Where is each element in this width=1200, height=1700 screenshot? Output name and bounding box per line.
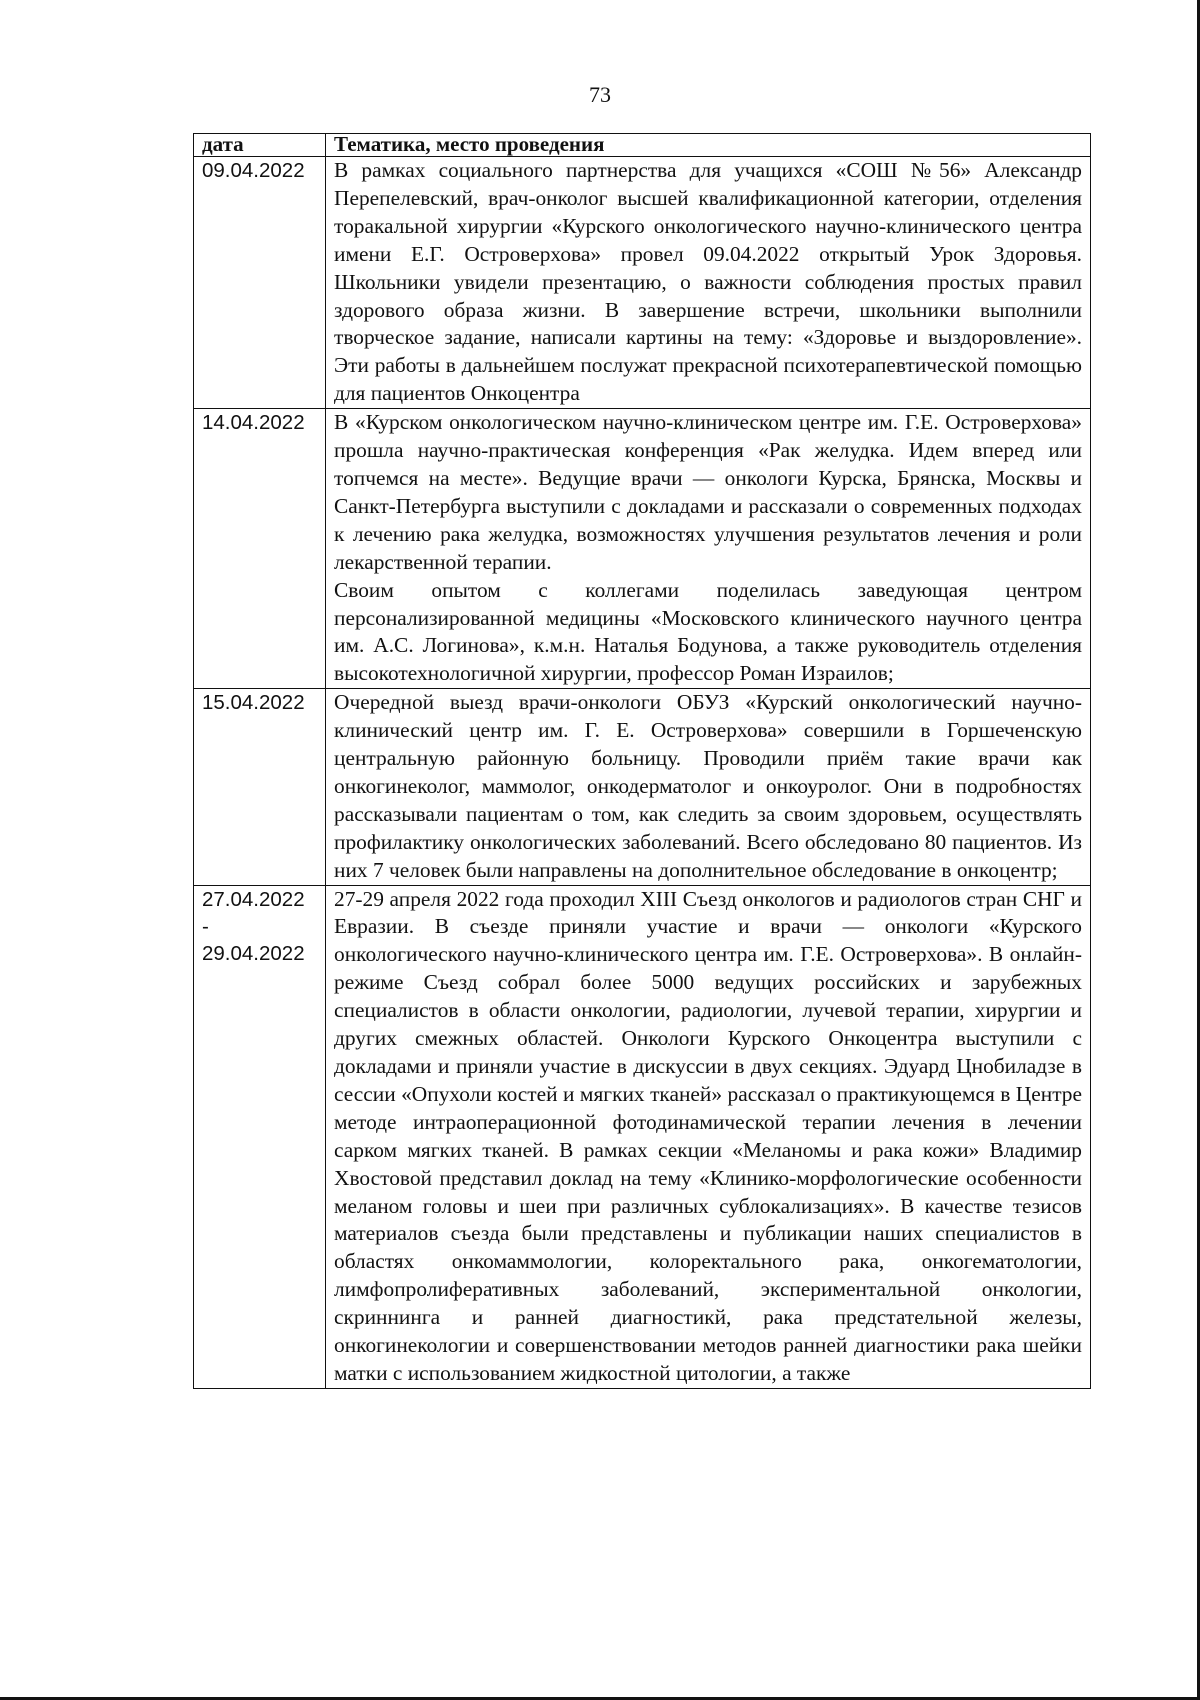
table-row	[194, 157, 1091, 409]
date-start: 27.04.2022	[202, 887, 305, 911]
date-end: 29.04.2022	[202, 941, 305, 965]
header-topic: Тематика, место проведения	[326, 134, 1091, 157]
date-cell: 15.04.2022	[194, 689, 326, 885]
topic-cell	[326, 689, 1091, 885]
events-table	[193, 133, 1091, 1389]
topic-cell	[326, 885, 1091, 1388]
topic-paragraph: В рамках социального партнерства для учащихся «СОШ №56» Александр Перепелевский, врач-онколог высшей квалификационной категории, отделения торакальной хирургии «Курского онкологического научно-клинического центра имени Е.Г. Островерхова» провел 09.04.2022 открытый Урок Здоровья. Школьники увидели презентацию, о важности соблюдения простых правил здорового образа жизни. В завершение встречи, школьники выполнили творческое задание, написали картины на тему: «Здоровье и выздоровление». Эти работы в дальнейшем послужат прекрасной психотерапевтической помощью для пациентов Онкоцентра	[334, 158, 1082, 406]
topic-cell	[326, 409, 1091, 689]
date-cell	[194, 885, 326, 1388]
date-separator: -	[202, 914, 209, 938]
page-number: 73	[589, 82, 611, 107]
table-header-row	[194, 134, 1091, 157]
date-cell: 14.04.2022	[194, 409, 326, 689]
table-row	[194, 409, 1091, 689]
topic-paragraph: В «Курском онкологическом научно-клиническом центре им. Г.Е. Островерхова» прошла научно-практическая конференция «Рак желудка. Идем вперед или топчемся на месте». Ведущие врачи — онкологи Курска, Брянска, Москвы и Санкт-Петербурга выступили с докладами и рассказали о современных подходах к лечению рака желудка, возможностях улучшения результатов лечения и роли лекарственной терапии.	[334, 410, 1082, 574]
table-row	[194, 885, 1091, 1388]
date-cell: 09.04.2022	[194, 157, 326, 409]
header-date: дата	[194, 134, 326, 157]
table-row	[194, 689, 1091, 885]
topic-paragraph: Очередной выезд врачи-онкологи ОБУЗ «Курский онкологический научно-клинический центр им. Г. Е. Островерхова» совершили в Горшеченскую центральную районную больницу. Проводили приём такие врачи как онкогинеколог, маммолог, онкодерматолог и онкоуролог. Они в подробностях рассказывали пациентам о том, как следить за своим здоровьем, осуществлять профилактику онкологических заболеваний. Всего обследовано 80 пациентов. Из них 7 человек были направлены на дополнительное обследование в онкоцентр;	[334, 690, 1082, 882]
topic-paragraph: Своим опытом с коллегами поделилась заведующая центром персонализированной медицины «Московского клинического научного центра им. А.С. Логинова», к.м.н. Наталья Бодунова, а также руководитель отделения высокотехнологичной хирургии, профессор Роман Израилов;	[334, 577, 1082, 686]
topic-paragraph: 27-29 апреля 2022 года проходил XIII Съезд онкологов и радиологов стран СНГ и Евразии. В съезде приняли участие и врачи — онкологи «Курского онкологического научно-клинического центра им. Г.Е. Островерхова». В онлайн-режиме Съезд собрал более 5000 ведущих российских и зарубежных специалистов в области онкологии, радиологии, лучевой терапии, хирургии и других смежных областей. Онкологи Курского Онкоцентра выступили с докладами и приняли участие в дискуссии в двух секциях. Эдуард Цнобиладзе в сессии «Опухоли костей и мягких тканей» рассказал о практикующемся в Центре методе интраоперационной фотодинамической терапии лечения в лечении сарком мягких тканей. В рамках секции «Меланомы и рака кожи» Владимир Хвостовой представил доклад на тему «Клинико-морфологические особенности меланом головы и шеи при различных сублокализациях». В качестве тезисов материалов съезда были представлены и публикации наших специалистов в областях онкомаммологии, колоректального рака, онкогематологии, лимфопролиферативных заболеваний, экспериментальной онкологии, скриннинга и ранней диагностикй, рака предстательной железы, онкогинекологии и совершенствовании методов ранней диагностики рака шейки матки с использованием жидкостной цитологии, а также	[334, 886, 1082, 1385]
topic-cell	[326, 157, 1091, 409]
